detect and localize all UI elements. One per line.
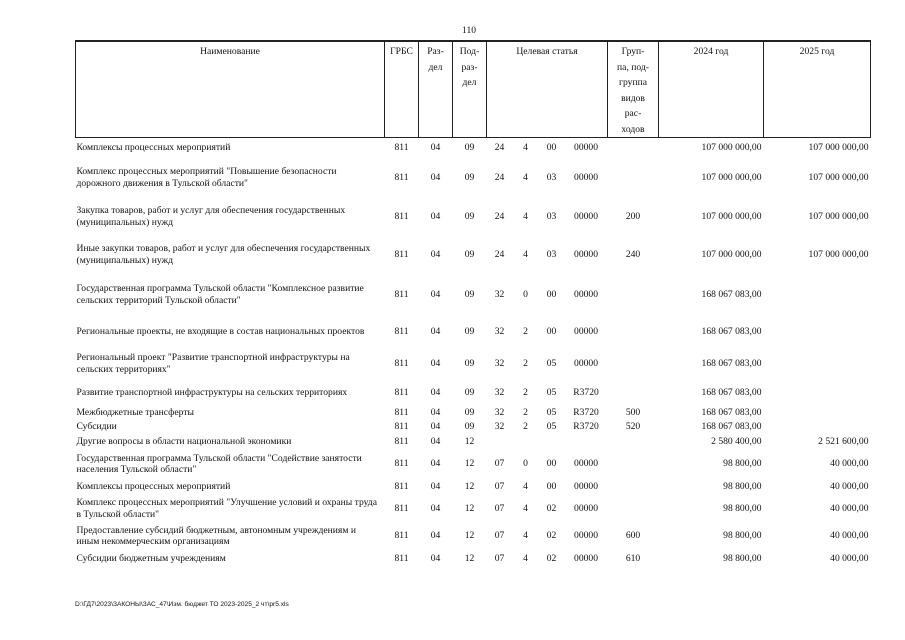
row-podrazdel: 12 [464,553,475,565]
row-target-program: 32 [494,357,505,369]
row-amount-2025: 40 000,00 [830,553,869,565]
row-target-direction: 00000 [574,142,598,153]
row-amount-2025: 107 000 000,00 [808,248,869,260]
table-row [76,274,871,316]
row-target-type: 2 [523,420,528,432]
row-expense-type [608,479,659,496]
row-target-direction: 00000 [574,458,598,470]
table-row [76,479,871,496]
table-row [76,158,871,198]
row-target-type [513,434,539,450]
row-podrazdel: 09 [464,406,475,418]
row-grbs: 811 [394,357,409,369]
page-number: 110 [462,26,476,36]
row-podrazdel: 09 [464,325,475,337]
row-amount-2025: 107 000 000,00 [808,171,869,183]
row-podrazdel: 12 [464,435,475,447]
table-row [76,551,871,568]
row-amount-2024: 98 800,00 [723,481,762,493]
row-amount-2025 [764,420,871,434]
row-target-type: 0 [523,288,528,300]
table-row [76,236,871,274]
row-name: Комплекс процессных мероприятий "Повышение безопасности дорожного движения в Тульской области" [76,166,337,189]
row-amount-2025: 40 000,00 [830,502,869,514]
row-razdel: 04 [430,458,441,470]
row-amount-2024: 107 000 000,00 [701,171,762,183]
row-grbs: 811 [394,210,409,222]
row-grbs: 811 [394,325,409,337]
table-row [76,420,871,434]
row-target-structure: 05 [546,386,557,398]
row-razdel: 04 [430,171,441,183]
table-row [76,450,871,479]
row-razdel: 04 [430,386,441,398]
row-amount-2024: 98 800,00 [723,553,762,565]
row-grbs: 811 [394,386,409,398]
budget-table [75,40,871,568]
row-target-direction: 00000 [574,553,598,565]
row-target-program: 07 [494,458,505,470]
row-amount-2024: 107 000 000,00 [701,142,762,153]
row-amount-2025 [764,380,871,406]
row-expense-type [608,434,659,450]
row-target-program: 07 [494,553,505,565]
row-name: Комплексы процессных мероприятий [76,142,231,153]
row-grbs: 811 [394,502,409,514]
row-target-direction: 00000 [574,530,598,542]
row-target-program: 24 [494,142,505,153]
row-target-direction: 00000 [574,210,598,222]
row-expense-type: 610 [625,553,641,565]
row-podrazdel: 09 [464,171,475,183]
row-grbs: 811 [394,288,409,300]
row-expense-type [608,158,659,198]
row-grbs: 811 [394,481,409,493]
header-target-article: Целевая статья [487,41,608,138]
row-expense-type: 600 [625,530,641,542]
row-target-structure: 00 [546,325,557,337]
row-target-direction: R3720 [573,386,599,398]
row-target-program [487,434,513,450]
row-grbs: 811 [394,420,409,432]
row-amount-2025 [764,348,871,380]
row-amount-2024: 107 000 000,00 [701,248,762,260]
row-target-direction: R3720 [573,406,599,418]
row-podrazdel: 12 [464,481,475,493]
row-podrazdel: 09 [464,386,475,398]
row-target-direction: 00000 [574,481,598,493]
row-target-structure: 00 [546,142,557,153]
header-razdel: Раз- дел [419,41,453,138]
row-amount-2025: 107 000 000,00 [808,142,869,153]
row-name: Региональные проекты, не входящие в состав национальных проектов [76,325,365,337]
row-target-structure: 03 [546,171,557,183]
row-podrazdel: 12 [464,502,475,514]
row-target-direction: 00000 [574,248,598,260]
row-target-structure [539,434,565,450]
row-target-type: 4 [523,502,528,514]
row-podrazdel: 09 [464,420,475,432]
row-podrazdel: 09 [464,210,475,222]
row-razdel: 04 [430,481,441,493]
row-podrazdel: 09 [464,288,475,300]
row-target-program: 24 [494,210,505,222]
row-grbs: 811 [394,458,409,470]
row-expense-type [608,138,659,158]
row-target-type: 4 [523,248,528,260]
row-name: Государственная программа Тульской области "Содействие занятости населения Тульской области" [76,452,362,475]
row-amount-2024: 98 800,00 [723,502,762,514]
row-razdel: 04 [430,435,441,447]
row-razdel: 04 [430,530,441,542]
file-path: D:\ГД7\2023\ЗАКОНЫ\ЗАС_47\Изм. бюджет ТО 2023-2025_2 чт\pr5.xls [75,601,289,608]
row-name: Закупка товаров, работ и услуг для обеспечения государственных (муниципальных) нужд [76,205,346,228]
table-row [76,380,871,406]
row-target-program: 32 [494,325,505,337]
row-amount-2025 [764,316,871,348]
row-target-direction: 00000 [574,325,598,337]
row-expense-type [608,496,659,522]
row-name: Государственная программа Тульской области "Комплексное развитие сельских территорий Тульской области" [76,283,364,306]
row-grbs: 811 [394,435,409,447]
row-target-structure: 02 [546,553,557,565]
table-row [76,198,871,236]
table-row [76,348,871,380]
row-grbs: 811 [394,530,409,542]
row-target-program: 24 [494,248,505,260]
table-row [76,138,871,158]
row-target-program: 24 [494,171,505,183]
row-amount-2025: 40 000,00 [830,481,869,493]
row-razdel: 04 [430,357,441,369]
row-name: Субсидии [76,420,117,432]
header-row [76,41,871,138]
table-row [76,522,871,551]
row-podrazdel: 09 [464,248,475,260]
table-row [76,406,871,420]
row-amount-2025: 40 000,00 [830,530,869,542]
row-grbs: 811 [394,248,409,260]
row-amount-2025: 40 000,00 [830,458,869,470]
row-amount-2025 [764,406,871,420]
row-target-type: 4 [523,530,528,542]
row-amount-2024: 168 067 083,00 [701,288,762,300]
row-expense-type [608,450,659,479]
row-name: Предоставление субсидий бюджетным, автономным учреждениям и иным некоммерческим организациям [76,524,356,547]
row-expense-type: 520 [625,420,641,432]
row-target-structure: 02 [546,530,557,542]
table-row [76,316,871,348]
header-name: Наименование [76,41,385,138]
row-target-direction: R3720 [573,420,599,432]
row-name: Другие вопросы в области национальной экономики [76,435,292,447]
row-target-program: 07 [494,481,505,493]
row-target-structure: 02 [546,502,557,514]
row-target-direction: 00000 [574,357,598,369]
row-name: Региональный проект "Развитие транспортной инфраструктуры на сельских территориях" [76,352,350,375]
row-amount-2024: 98 800,00 [723,530,762,542]
row-expense-type: 500 [625,406,641,418]
header-year-2024: 2024 год [659,41,764,138]
row-target-type: 4 [523,171,528,183]
row-podrazdel: 09 [464,357,475,369]
row-target-structure: 05 [546,420,557,432]
row-podrazdel: 12 [464,530,475,542]
row-expense-type [608,348,659,380]
row-amount-2024: 168 067 083,00 [701,406,762,418]
row-razdel: 04 [430,325,441,337]
row-target-type: 4 [523,142,528,153]
row-amount-2024: 2 580 400,00 [711,435,762,447]
row-razdel: 04 [430,553,441,565]
row-target-program: 32 [494,420,505,432]
row-podrazdel: 12 [464,458,475,470]
header-podrazdel: Под- раз- дел [453,41,487,138]
row-target-direction: 00000 [574,502,598,514]
row-target-direction: 00000 [574,171,598,183]
row-target-type: 2 [523,386,528,398]
row-target-program: 32 [494,406,505,418]
row-razdel: 04 [430,420,441,432]
row-amount-2024: 168 067 083,00 [701,357,762,369]
table-body [76,138,871,568]
row-target-program: 32 [494,288,505,300]
row-amount-2024: 168 067 083,00 [701,325,762,337]
row-expense-type [608,316,659,348]
row-name: Развитие транспортной инфраструктуры на сельских территориях [76,386,348,398]
row-target-type: 4 [523,553,528,565]
header-grbs: ГРБС [385,41,419,138]
row-target-structure: 05 [546,406,557,418]
row-name: Комплекс процессных мероприятий "Улучшение условий и охраны труда в Тульской области" [76,497,377,520]
table-row [76,496,871,522]
table-row [76,434,871,450]
row-target-program: 07 [494,502,505,514]
row-name: Иные закупки товаров, работ и услуг для обеспечения государственных (муниципальных) нужд [76,243,371,266]
row-razdel: 04 [430,142,441,153]
row-name: Субсидии бюджетным учреждениям [76,553,226,565]
row-razdel: 04 [430,406,441,418]
row-amount-2024: 98 800,00 [723,458,762,470]
row-expense-type [608,274,659,316]
row-razdel: 04 [430,288,441,300]
row-target-type: 0 [523,458,528,470]
row-grbs: 811 [394,171,409,183]
row-expense-type: 200 [625,210,641,222]
row-name: Комплексы процессных мероприятий [76,481,231,493]
row-amount-2025: 107 000 000,00 [808,210,869,222]
row-target-structure: 00 [546,458,557,470]
row-target-program: 32 [494,386,505,398]
row-target-structure: 03 [546,248,557,260]
row-target-structure: 03 [546,210,557,222]
row-target-type: 2 [523,406,528,418]
header-expense-group: Груп- па, под- группа видов рас- ходов [608,41,659,138]
row-grbs: 811 [394,142,409,153]
row-grbs: 811 [394,406,409,418]
header-year-2025: 2025 год [764,41,871,138]
row-target-direction [565,434,608,450]
row-target-direction: 00000 [574,288,598,300]
row-amount-2024: 168 067 083,00 [701,420,762,432]
row-target-program: 07 [494,530,505,542]
row-target-structure: 00 [546,481,557,493]
row-target-structure: 00 [546,288,557,300]
row-expense-type: 240 [625,248,641,260]
row-amount-2024: 168 067 083,00 [701,386,762,398]
row-expense-type [608,380,659,406]
row-amount-2024: 107 000 000,00 [701,210,762,222]
row-razdel: 04 [430,502,441,514]
row-target-type: 4 [523,210,528,222]
row-target-type: 2 [523,325,528,337]
row-grbs: 811 [394,553,409,565]
row-podrazdel: 09 [464,142,475,153]
row-amount-2025: 2 521 600,00 [818,435,869,447]
row-target-type: 4 [523,481,528,493]
row-razdel: 04 [430,248,441,260]
row-target-type: 2 [523,357,528,369]
row-target-structure: 05 [546,357,557,369]
row-name: Межбюджетные трансферты [76,406,194,418]
row-razdel: 04 [430,210,441,222]
row-amount-2025 [764,274,871,316]
